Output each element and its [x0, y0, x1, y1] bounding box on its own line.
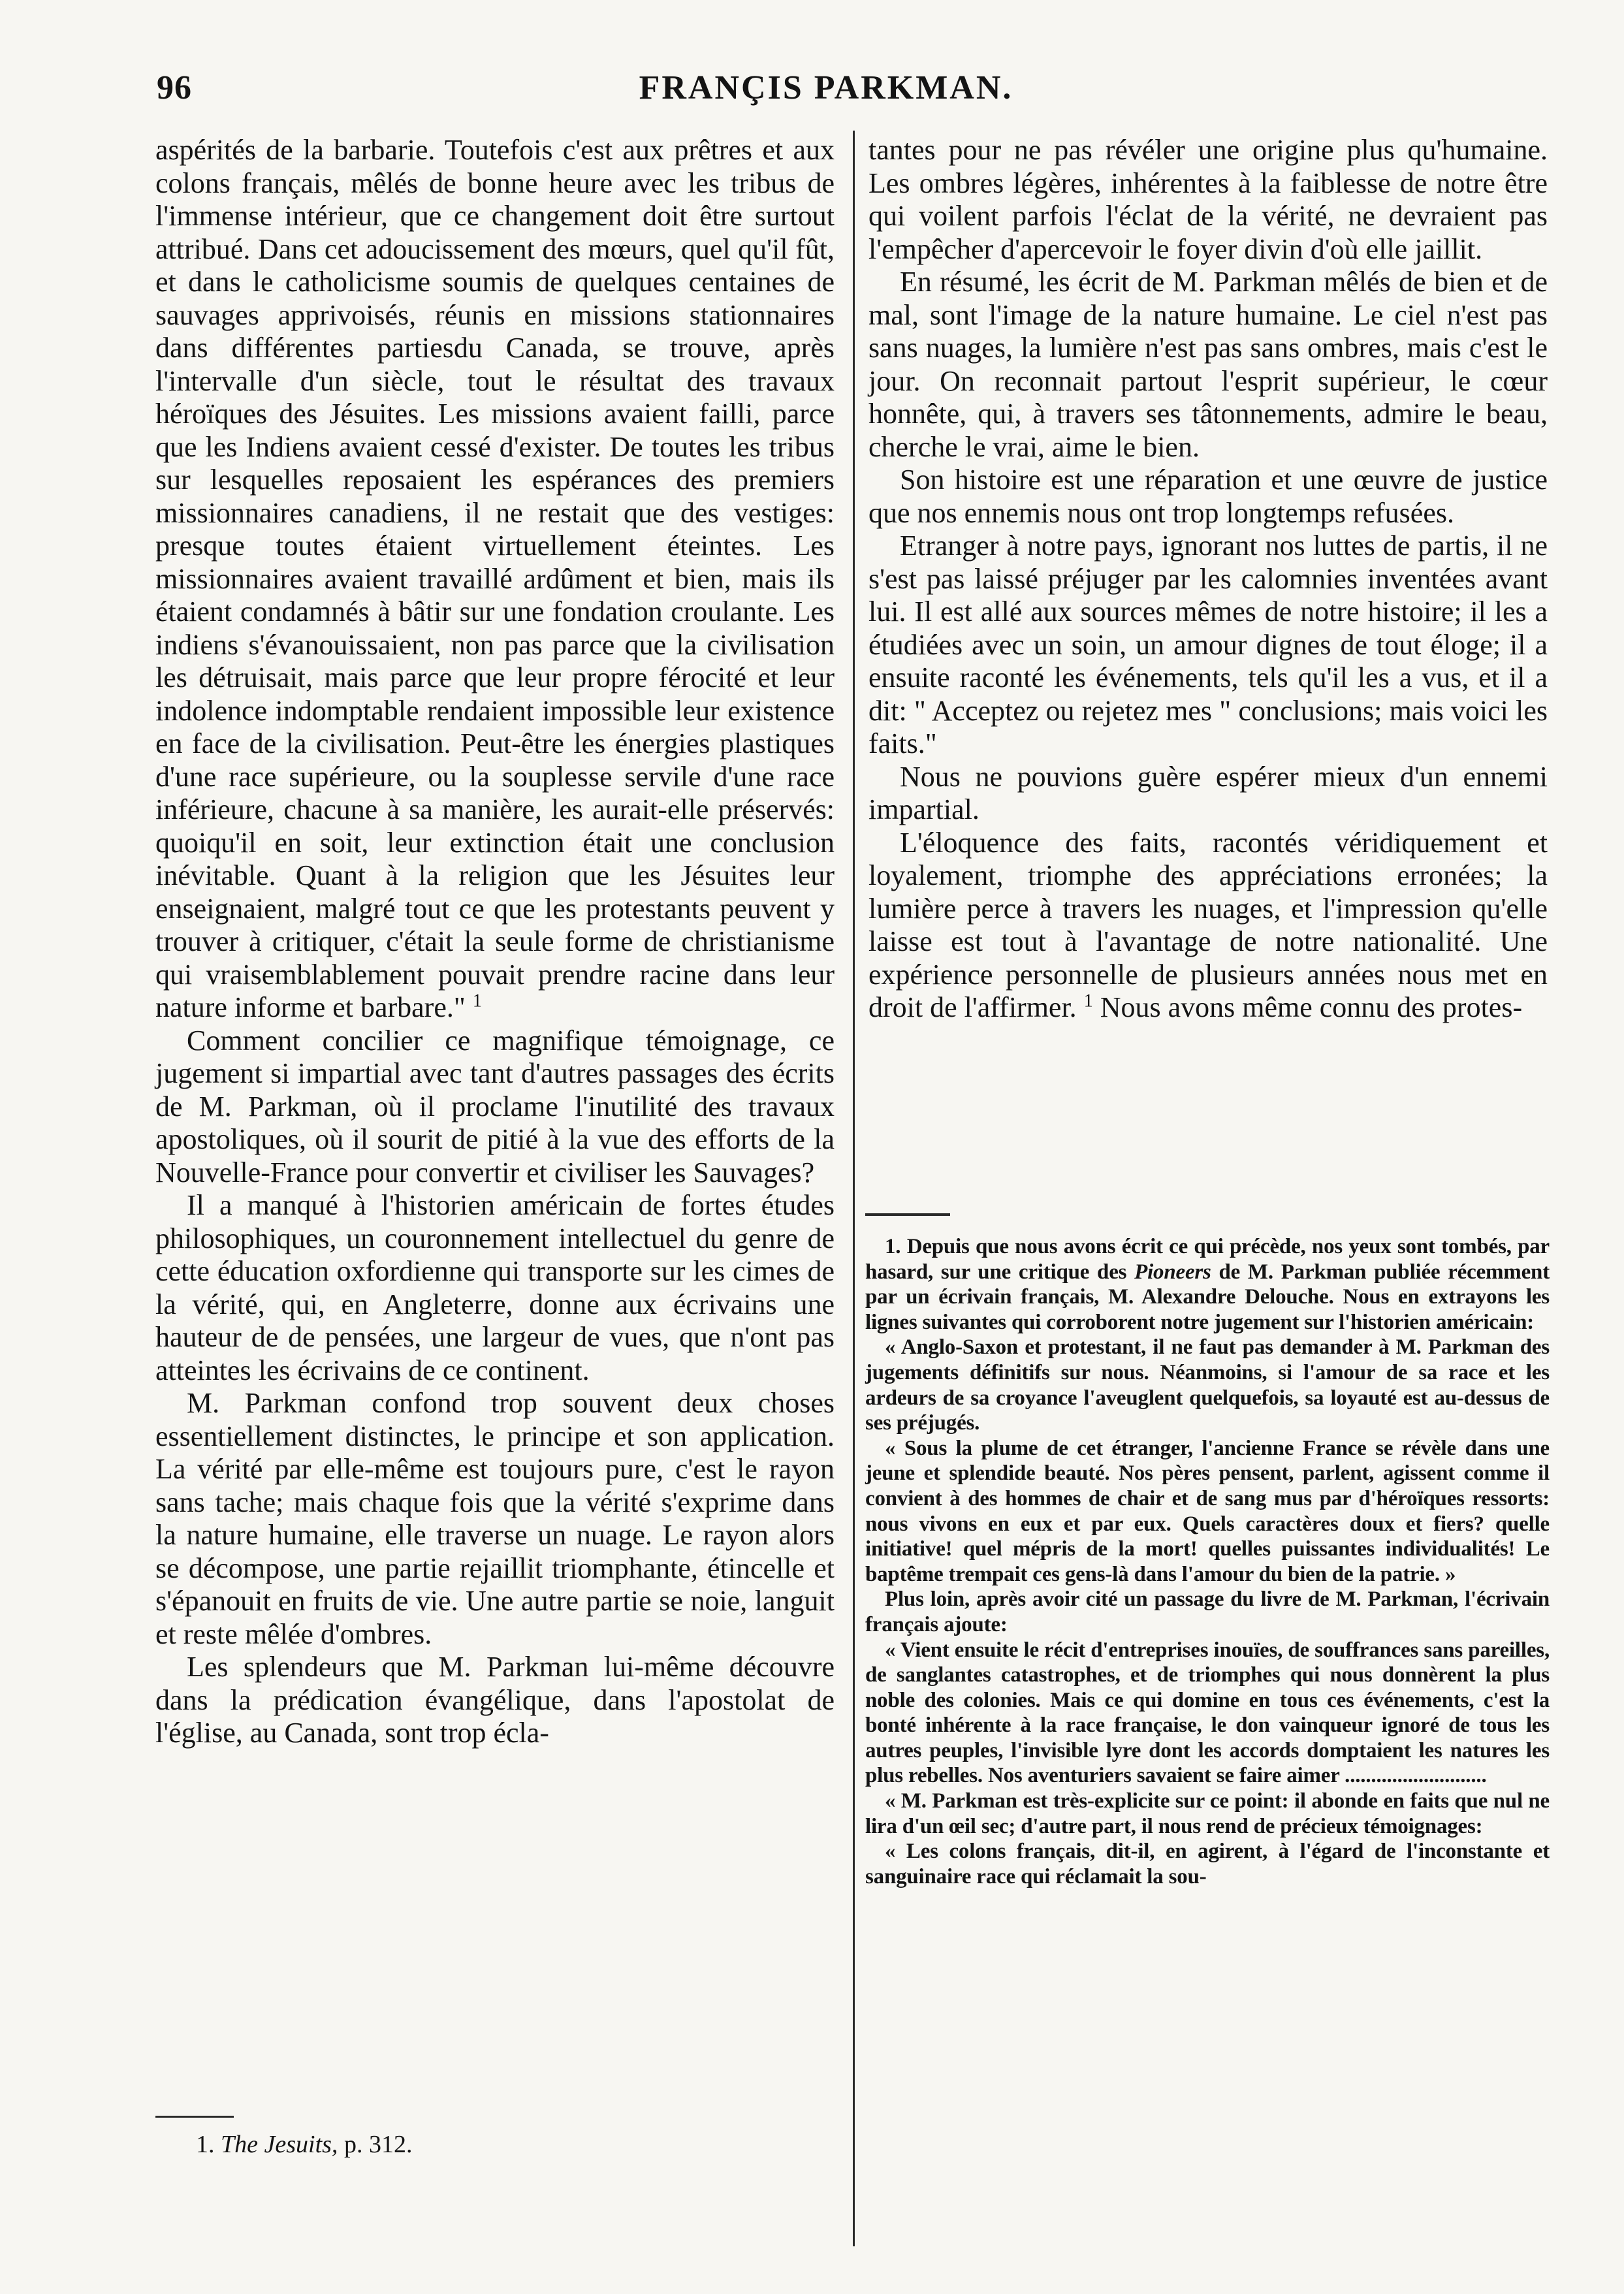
- footnote-work-title: The Jesuits,: [221, 2131, 338, 2158]
- paragraph: Il a manqué à l'historien américain de fortes études philosophiques, un couronnement intellectuel du genre de cette éducation oxfordienne qui transporte sur les cimes de la vérité, qui, en Angleterre, donne aux écrivains une hauteur de de pensées, une largeur de vues, que n'ont pas atteintes les écrivains de ce continent.: [155, 1189, 835, 1386]
- column-divider: [853, 131, 855, 2246]
- page-number: 96: [157, 69, 192, 106]
- footnote-quote: « M. Parkman est très-explicite sur ce point: il abonde en faits que nul ne lira d'un œil sec; d'autre part, il nous rend de précieux témoignages:: [865, 1789, 1550, 1838]
- paragraph: Son histoire est une réparation et une œuvre de justice que nos ennemis nous ont trop longtemps refusées.: [868, 464, 1548, 529]
- footnote-rule: [865, 1213, 950, 1216]
- footnote-page: p. 312.: [343, 2131, 413, 2158]
- right-column: [868, 134, 1548, 1025]
- paragraph: Les splendeurs que M. Parkman lui-même découvre dans la prédication évangélique, dans l'apostolat de l'église, au Canada, sont trop écla-: [155, 1651, 835, 1749]
- paragraph: Comment concilier ce magnifique témoignage, ce jugement si impartial avec tant d'autres passages des écrits de M. Parkman, où il proclame l'inutilité des travaux apostoliques, où il sourit de pitié à la vue des efforts de la Nouvelle-France pour convertir et civiliser les Sauvages?: [155, 1024, 835, 1188]
- paragraph: Nous ne pouvions guère espérer mieux d'un ennemi impartial.: [868, 760, 1548, 825]
- paragraph: tantes pour ne pas révéler une origine plus qu'humaine. Les ombres légères, inhérentes à la faiblesse de notre être qui voilent parfois l'éclat de la vérité, ne devraient pas l'empêcher d'apercevoir le foyer divin d'où elle jaillit.: [868, 134, 1548, 265]
- paragraph: Etranger à notre pays, ignorant nos luttes de partis, il ne s'est pas laissé préjuger par les calomnies inventées avant lui. Il est allé aux sources mêmes de notre histoire; il les a étudiées avec un soin, un amour dignes de tout éloge; il a ensuite raconté les événements, tels qu'il les a vus, et il a dit: " Acceptez ou rejetez mes " conclusions; mais voici les faits.": [868, 530, 1548, 759]
- footnote-quote: « Anglo-Saxon et protestant, il ne faut pas demander à M. Parkman des jugements définitifs sur nous. Néanmoins, si l'amour de sa race et les ardeurs de sa croyance l'aveuglent quelquefois, sa loyauté est au-dessus de ses préjugés.: [865, 1335, 1550, 1435]
- footnote-marker: 1.: [196, 2131, 215, 2158]
- footnote-quote: « Vient ensuite le récit d'entreprises inouïes, de souffrances sans pareilles, de sanglantes catastrophes, et de triomphes qui nous donnèrent la plus noble des colonies. Mais ce qui domine en tous ces événements, c'est la bonté inhérente à la race française, le don vainqueur ignoré de tous les autres peuples, l'invisible lyre dont les accords domptaient les natures les plus rebelles. Nos aventuriers savaient se faire aimer ...........................: [865, 1638, 1550, 1788]
- footnote-left: [196, 2130, 784, 2159]
- footnote-quote: « Sous la plume de cet étranger, l'ancienne France se révèle dans une jeune et splendide beauté. Nos pères pensent, parlent, agissent comme il convient à des hommes de chair et de sang mus par d'héroïques ressorts: nous vivons en eux et par eux. Quels caractères doux et fiers? quelle initiative! quel mépris de la mort! quelles puissantes individualités! Le baptême trempait ces gens-là dans l'amour du bien de la patrie. »: [865, 1436, 1550, 1586]
- paragraph: L'éloquence des faits, racontés véridiquement et loyalement, triomphe des appréciations erronées; la lumière perce à travers les nuages, et l'impression qu'elle laisse est tout à l'avantage de notre nationalité. Une expérience personnelle de plusieurs années nous met en droit de l'affirmer. $^1$ Nous avons même connu des protes-: [868, 826, 1548, 1023]
- footnote-rule: [155, 2116, 234, 2118]
- footnote-right: [865, 1234, 1550, 1889]
- footnote-reference: 1: [472, 991, 482, 1012]
- running-title: FRANÇIS PARKMAN.: [639, 69, 1013, 106]
- paragraph: M. Parkman confond trop souvent deux choses essentiellement distinctes, le principe et son application. La vérité par elle-même est toujours pure, c'est le rayon sans tache; mais chaque fois que la vérité s'exprime dans la nature humaine, elle traverse un nuage. Le rayon alors se décompose, une partie rejaillit triomphante, étincelle et s'épanouit en fruits de vie. Une autre partie se noie, languit et reste mêlée d'ombres.: [155, 1387, 835, 1650]
- footnote-reference: 1: [1083, 991, 1093, 1012]
- paragraph: aspérités de la barbarie. Toutefois c'est aux prêtres et aux colons français, mêlés de bonne heure avec les tribus de l'immense intérieur, que ce changement doit être surtout attribué. Dans cet adoucissement des mœurs, quel qu'il fût, et dans le catholicisme soumis de quelques centaines de sauvages apprivoisés, réunis en missions stationnaires dans différentes partiesdu Canada, se trouve, après l'intervalle d'un siècle, tout le résultat des travaux héroïques des Jésuites. Les missions avaient failli, parce que les Indiens avaient cessé d'exister. De toutes les tribus sur lesquelles reposaient les espérances des premiers missionnaires canadiens, il ne restait que des vestiges: presque toutes étaient virtuellement éteintes. Les missionnaires avaient travaillé ardûment et bien, mais ils étaient condamnés à bâtir sur une fondation croulante. Les indiens s'évanouissaient, non pas parce que la civilisation les détruisait, mais parce que leur propre férocité et leur indolence indomptable rendaient impossible leur existence en face de la civilisation. Peut-être les énergies plastiques d'une race supérieure, ou la souplesse servile d'une race inférieure, chacune à sa manière, les aurait-elle préservés: quoiqu'il en soit, leur extinction était une conclusion inévitable. Quant à la religion que les Jésuites leur enseignaient, malgré tout ce que les protestants peuvent y trouver à critiquer, c'était la seule forme de christianisme qui vraisemblablement pouvait prendre racine dans leur nature informe et barbare." $^1$: [155, 134, 835, 1023]
- footnote-quote: « Les colons français, dit-il, en agirent, à l'égard de l'inconstante et sanguinaire race qui réclamait la sou-: [865, 1840, 1550, 1888]
- footnote-quote: Plus loin, après avoir cité un passage du livre de M. Parkman, l'écrivain français ajoute:: [865, 1587, 1550, 1636]
- paragraph: En résumé, les écrit de M. Parkman mêlés de bien et de mal, sont l'image de la nature humaine. Le ciel n'est pas sans nuages, la lumière n'est pas sans ombres, mais c'est le jour. On reconnait partout l'esprit supérieur, le cœur honnête, qui, à travers ses tâtonnements, admire le beau, cherche le vrai, aime le bien.: [868, 266, 1548, 463]
- footnote-intro: 1. Depuis que nous avons écrit ce qui précède, nos yeux sont tombés, par hasard, sur une critique des Pioneers de M. Parkman publiée récemment par un écrivain français, M. Alexandre Delouche. Nous en extrayons les lignes suivantes qui corroborent notre jugement sur l'historien américain:: [865, 1235, 1550, 1334]
- left-column: [155, 134, 835, 1750]
- running-head: [157, 69, 1495, 114]
